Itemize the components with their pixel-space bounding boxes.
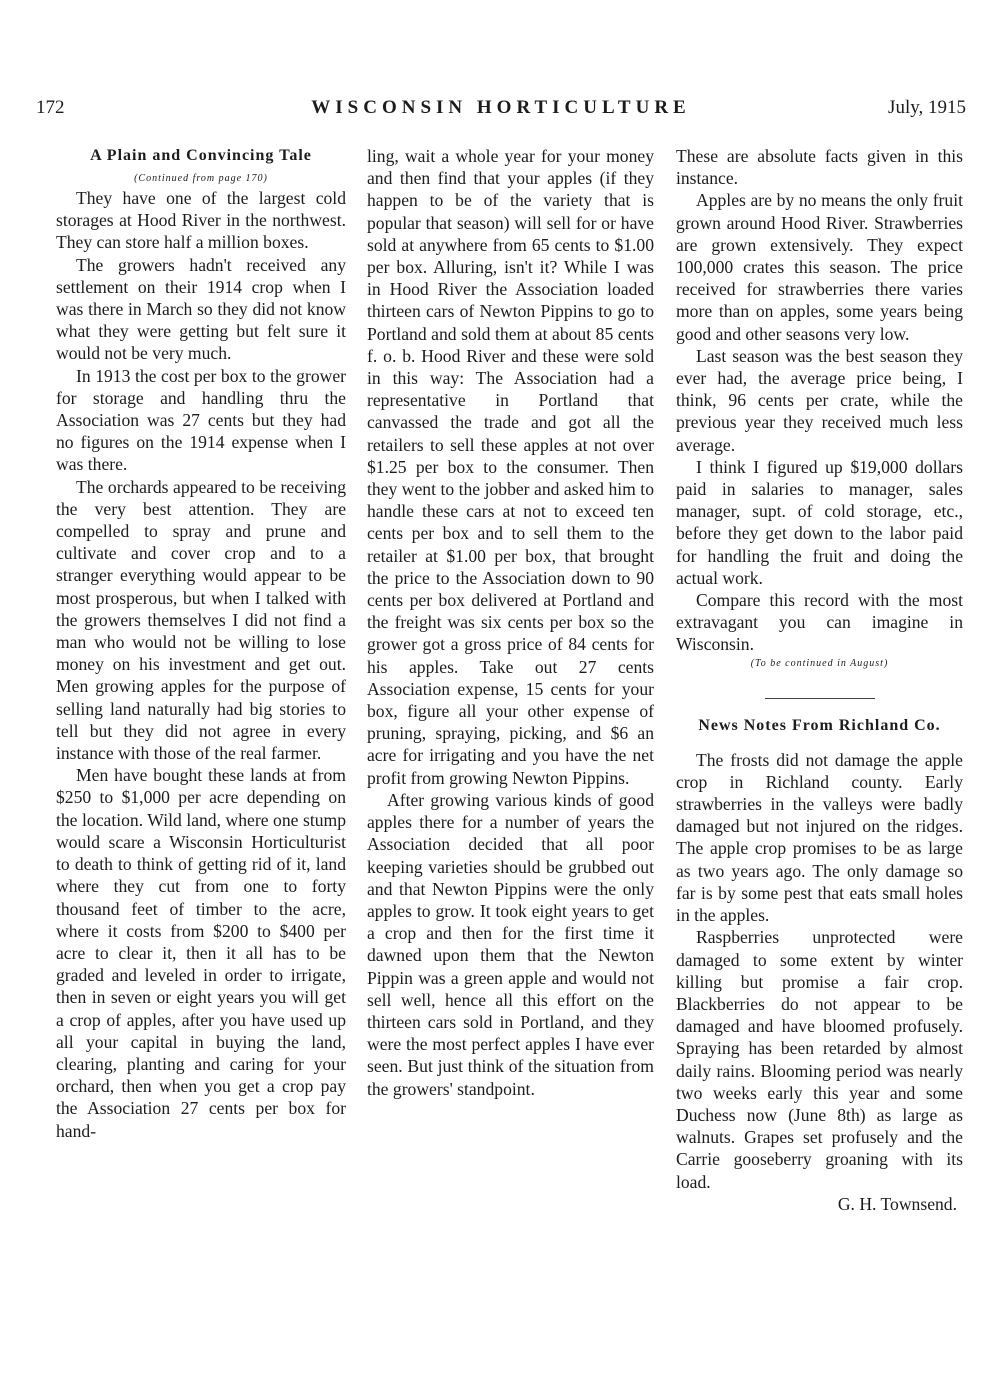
author-signature: G. H. Townsend. (837, 1193, 957, 1214)
paragraph: Apples are by no means the only fruit grown around Hood River. Strawberries are grown extensively. They expect 100,000 crates this season. The price received for strawberries there varies more than on apples, some years being good and other seasons very low. (676, 190, 963, 344)
paragraph: These are absolute facts given in this instance. (676, 146, 963, 189)
paragraph: The growers hadn't received any settlement on their 1914 crop when I was there in March so they did not know what they were getting but felt sure it would not be very much. (56, 254, 346, 364)
paragraph: Men have bought these lands at from $250 to $1,000 per acre depending on the location. Wild land, where one stump would scare a Wisconsin Horticulturist to death to think of getting rid of it, land where they cut from one to forty thousand feet of timber to the acre, where it costs from $200 to $400 per acre to clear it, then it all has to be graded and leveled in order to irrigate, then in seven or eight years you will get a crop of apples, after you have used up all your capital in buying the land, clearing, planting and caring for your orchard, then when you get a crop pay the Association 27 cents per box for hand- (56, 765, 346, 1141)
to-be-continued-note: (To be continued in August) (750, 657, 889, 669)
page-header (36, 97, 966, 123)
paragraph: The orchards appeared to be receiving the very best attention. They are compelled to spray and prune and cultivate and cover crop and to a stranger everything would appear to be most prosperous, but when I talked with the growers themselves I did not find a man who would not be willing to lose money on his investment and get out. Men growing apples for the purpose of selling land naturally had big stories to tell but they did not agree in every instance with those of the real farmer. (56, 476, 346, 764)
paragraph: Raspberries unprotected were damaged to some extent by winter killing but promise a fair crop. Blackberries do not appear to be damaged and have bloomed profusely. Spraying has been retarded by almost daily rains. Blooming period was nearly two weeks early this year and some Duchess now (June 8th) as large as walnuts. Grapes set profusely and the Carrie gooseberry groaning with its load. (676, 927, 963, 1192)
article-title: News Notes From Richland Co. (698, 716, 941, 734)
section-divider (765, 698, 875, 699)
article-title: A Plain and Convincing Tale (90, 147, 312, 164)
issue-date: July, 1915 (888, 97, 966, 118)
paragraph: Compare this record with the most extravagant you can imagine in Wisconsin. (676, 590, 963, 655)
continued-note: (Continued from page 170) (134, 173, 268, 184)
column-2 (367, 145, 654, 1100)
paragraph: The frosts did not damage the apple crop in Richland county. Early strawberries in the valleys were badly damaged but not injured on the ridges. The apple crop promises to be as large as two years ago. The only damage so far is by some pest that eats small holes in the apples. (676, 749, 963, 926)
paragraph: After growing various kinds of good apples there for a number of years the Association decided that all poor keeping varieties should be grubbed out and that Newton Pippins were the only apples to grow. It took eight years to get a crop and then for the first time it dawned upon them that the Newton Pippin was a green apple and would not sell well, hence all this effort on the thirteen cars sold in Portland, and they were the most perfect apples I have ever seen. But just think of the situation from the growers' standpoint. (367, 789, 654, 1099)
column-3 (676, 145, 963, 1215)
page-number: 172 (36, 97, 65, 118)
column-1 (56, 145, 346, 1142)
paragraph: Last season was the best season they ever had, the average price being, I think, 96 cents per crate, while the previous year they received much less average. (676, 345, 963, 455)
paragraph: In 1913 the cost per box to the grower for storage and handling thru the Association was 27 cents but they had no figures on the 1914 expense when I was there. (56, 365, 346, 475)
paragraph: They have one of the largest cold storages at Hood River in the northwest. They can store half a million boxes. (56, 188, 346, 253)
journal-title: WISCONSIN HORTICULTURE (311, 97, 691, 118)
paragraph: ling, wait a whole year for your money and then find that your apples (if they happen to be of the variety that is popular that season) will sell for or have sold at anywhere from 65 cents to $1.00 per box. Alluring, isn't it? While I was in Hood River the Association loaded thirteen cars of Newton Pippins to go to Portland and sold them at about 85 cents f. o. b. Hood River and these were sold in this way: The Association had a representative in Portland that canvassed the trade and got all the retailers to sell these apples at not over $1.25 per box to the consumer. Then they went to the jobber and asked him to handle these cars at not to exceed ten cents per box and to sell them to the retailer at $1.00 per box, that brought the price to the Association down to 90 cents per box delivered at Portland and the freight was six cents per box so the grower got a gross price of 84 cents for his apples. Take out 27 cents Association expense, 15 cents for your box, figure all your other expense of pruning, spraying, picking, and $6 an acre for irrigating and you have the net profit from growing Newton Pippins. (367, 146, 654, 788)
paragraph: I think I figured up $19,000 dollars paid in salaries to manager, sales manager, supt. of cold storage, etc., before they get down to the labor paid for handling the fruit and doing the actual work. (676, 456, 963, 588)
